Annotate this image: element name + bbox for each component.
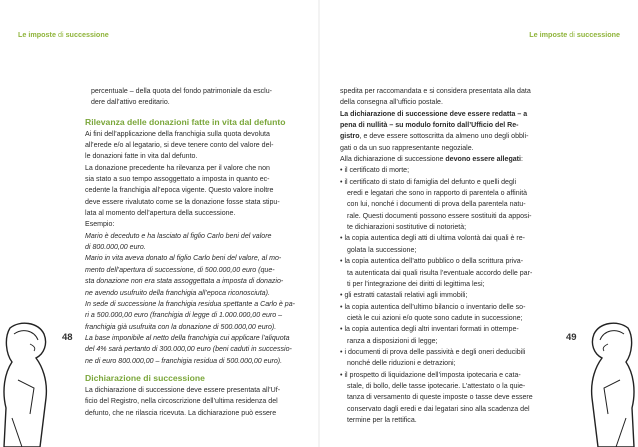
attachment-item <box>340 370 553 427</box>
text-line <box>340 370 553 381</box>
bold-fragment: gistro <box>340 133 360 141</box>
attachment-item <box>340 165 553 176</box>
text-line: Ai fini dell’applicazione della franchigia sulla quota devoluta <box>85 130 270 138</box>
text-line: sia stato a suo tempo assoggettato a imposta in quanto ec- <box>85 176 270 184</box>
page-number-right: 49 <box>566 332 577 343</box>
text-line: cedente la franchigia all’epoca vigente. Questo valore inoltre <box>85 187 274 195</box>
text-line: all’erede e/o al legatario, si deve tenere conto del valore del- <box>85 142 274 150</box>
text-line: sta donazione non era stata assoggettata a imposta di donazio- <box>85 278 284 286</box>
text-line: dere dall’attivo ereditario. <box>91 99 170 107</box>
text-line: conservato dagli eredi e dai legatari sino alla scadenza del <box>347 405 530 413</box>
text-line: Esempio: <box>85 221 115 229</box>
text-line: ranza a disposizioni di legge; <box>347 337 438 345</box>
text-line: termine per la rettifica. <box>347 416 417 424</box>
text-line: La donazione precedente ha rilevanza per il valore che non <box>85 164 270 172</box>
bullet-marker: • <box>340 167 345 175</box>
bullet-marker: • <box>340 258 345 266</box>
text-line: ne avendo usufruito della franchigia all’epoca riconosciuta). <box>85 289 270 297</box>
text-line: ti per l’integrazione dei diritti di legittima lesi; <box>347 280 485 288</box>
text-fragment: : <box>520 156 523 164</box>
paragraph-dichiarazione <box>85 385 297 419</box>
header-left-bold: Le imposte <box>18 30 56 39</box>
text-line: In sede di successione la franchigia residua spettante a Carlo è pa- <box>85 300 295 308</box>
text-line: cietà le cui azioni e/o quote sono cadute in successione; <box>347 314 523 322</box>
text-line: del 4% sarà pertanto di 300.000,00 euro (beni caduti in successio- <box>85 346 292 354</box>
section-heading-dichiarazione: Dichiarazione di successione <box>85 372 205 383</box>
text-line: gati o da un suo rappresentante negoziale. <box>340 144 474 152</box>
text-line: percentuale – della quota del fondo patrimoniale da esclu- <box>91 88 272 95</box>
attachments-list <box>340 165 553 426</box>
text-line: le donazioni fatte in vita dal defunto. <box>85 153 198 161</box>
person-figure-left <box>0 318 60 447</box>
header-left-bold2: successione <box>65 30 109 39</box>
text-line: di 800.000,00 euro. <box>85 244 146 252</box>
bullet-text: la copia autentica dell’ultimo bilancio o inventario delle so- <box>344 303 526 311</box>
bullet-marker: • <box>340 326 345 334</box>
header-left-light: di <box>57 30 64 39</box>
text-line <box>340 177 553 188</box>
text-line: te dichiarazioni sostitutive di notorietà; <box>347 224 467 232</box>
text-line <box>340 256 553 267</box>
header-right-light: di <box>569 30 575 39</box>
running-header-right <box>529 30 620 39</box>
bullet-marker: • <box>340 348 345 356</box>
attachment-item <box>340 256 553 290</box>
bullet-text: la copia autentica degli atti di ultima volontà dai quali è re- <box>344 235 526 243</box>
text-line: rale. Questi documenti possono essere sostituiti da apposi- <box>347 212 532 220</box>
text-fragment: , e deve essere sottoscritta da almeno uno degli obbli- <box>359 133 529 141</box>
text-line: con lui, nonché i documenti di prova della parentela natu- <box>347 201 526 209</box>
text-line <box>340 131 553 142</box>
attachment-item <box>340 302 553 325</box>
text-line: mento dell’apertura di successione, di 500.000,00 euro (que- <box>85 266 275 274</box>
text-line: eredi e legatari che sono in rapporto di parentela o affinità <box>347 190 528 198</box>
text-line: della consegna all’ufficio postale. <box>340 99 443 107</box>
text-line: lata al momento dell’apertura della successione. <box>85 210 236 218</box>
text-line: La dichiarazione di successione deve essere presentata all’Uf- <box>85 386 281 394</box>
right-page-text <box>340 86 553 426</box>
section-heading-donazioni: Rilevanza delle donazioni fatte in vita dal defunto <box>85 116 286 127</box>
text-line: ri a 500.000,00 euro (franchigia di legge di 1.000.000,00 euro – <box>85 312 283 320</box>
attachment-item <box>340 290 553 301</box>
text-line: La base imponibile al netto della franchigia cui applicare l’aliquota <box>85 334 290 342</box>
bullet-marker: • <box>340 235 345 243</box>
text-line: nonché delle riduzioni e detrazioni; <box>347 360 456 368</box>
bullet-marker: • <box>340 292 345 300</box>
person-figure-right <box>578 318 638 447</box>
text-line: tanza di versamento di queste imposte o tasse deve essere <box>347 394 533 402</box>
bullet-text: il certificato di stato di famiglia del defunto e quelli degli <box>344 178 517 186</box>
text-line <box>340 302 553 313</box>
attachment-item <box>340 233 553 256</box>
text-fragment: Alla dichiarazione di successione <box>340 156 446 164</box>
bullet-marker: • <box>340 371 345 379</box>
left-page-text <box>85 86 297 419</box>
bullet-marker: • <box>340 303 345 311</box>
bullet-text: il prospetto di liquidazione dell’imposta ipotecaria e cata- <box>344 371 521 379</box>
bold-fragment: devono essere allegati <box>445 156 521 164</box>
text-line <box>340 347 553 358</box>
text-line <box>340 165 553 176</box>
attachment-item <box>340 347 553 370</box>
text-line: defunto, che ne rilascia ricevuta. La dichiarazione può essere <box>85 409 277 417</box>
text-line: La dichiarazione di successione deve essere redatta – a <box>340 110 528 118</box>
text-line: golata la successione; <box>347 246 417 254</box>
attachment-item <box>340 324 553 347</box>
bullet-text: il certificato di morte; <box>344 167 410 175</box>
text-line: ne di euro 800.000,00 – franchigia residua di 500.000,00 euro). <box>85 357 283 365</box>
example-block <box>85 231 297 367</box>
page-number-left: 48 <box>62 332 73 343</box>
text-line <box>340 290 553 301</box>
page-gutter <box>318 0 320 447</box>
text-line: ta autenticata dai quali risulta l’eventuale accordo delle par- <box>347 269 533 277</box>
text-line <box>340 154 553 165</box>
bullet-marker: • <box>340 178 345 186</box>
text-line: spedita per raccomandata e si considera presentata alla data <box>340 88 531 95</box>
attachment-item <box>340 177 553 234</box>
header-right-bold2: successione <box>576 30 620 39</box>
text-line <box>340 324 553 335</box>
header-right-bold: Le imposte <box>529 30 568 39</box>
text-line: ficio del Registro, nella circoscrizione dell’ultima residenza del <box>85 398 278 406</box>
bullet-text: la copia autentica dell’atto pubblico o della scrittura priva- <box>344 258 524 266</box>
text-line: franchigia già usufruita con la donazione di 500.000,00 euro). <box>85 323 277 331</box>
text-line: stale, di bollo, delle tasse ipotecarie. L’attestato o la quie- <box>347 382 526 390</box>
text-line: deve essere rivalutato come se la donazione fosse stata stipu- <box>85 198 280 206</box>
running-header-left <box>18 30 109 39</box>
bullet-text: la copia autentica degli altri inventari formati in ottempe- <box>344 326 519 334</box>
text-line <box>340 233 553 244</box>
paragraph-donazioni <box>85 129 297 231</box>
intro-block <box>85 86 297 109</box>
bullet-text: gli estratti catastali relativi agli immobili; <box>344 292 468 300</box>
text-line: pena di nullità – su modulo fornito dall’Ufficio del Re- <box>340 122 519 130</box>
text-line: Mario in vita aveva donato al figlio Carlo beni del valore, al mo- <box>85 255 282 263</box>
bullet-text: i documenti di prova delle passività e degli oneri deducibili <box>344 348 526 356</box>
text-line: Mario è deceduto e ha lasciato al figlio Carlo beni del valore <box>85 232 272 240</box>
